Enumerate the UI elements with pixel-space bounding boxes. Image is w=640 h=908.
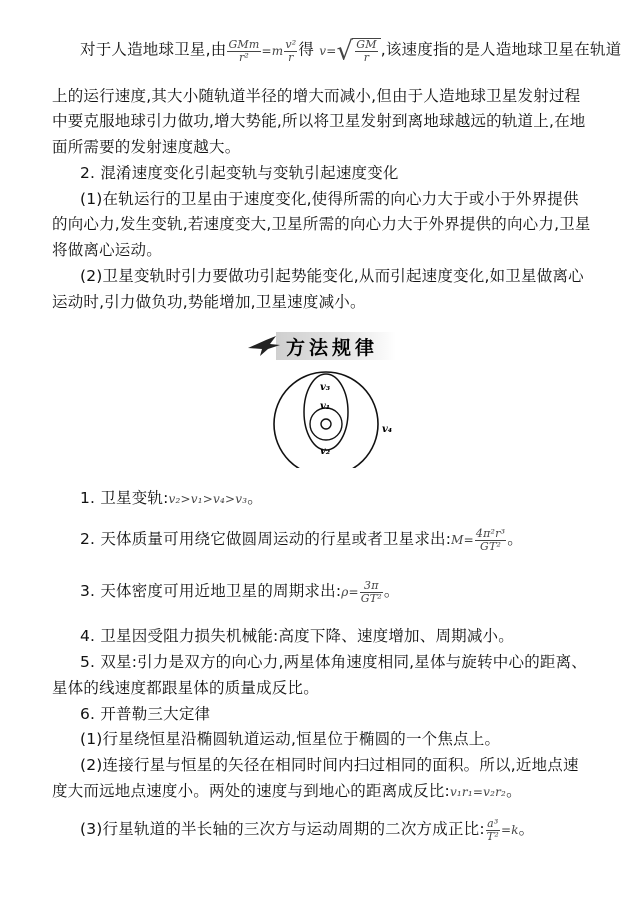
frac-denominator: GT² bbox=[360, 592, 382, 605]
text-segment: 。 bbox=[507, 530, 523, 548]
kepler-law-3 bbox=[80, 818, 534, 843]
s2-para1-line1: (1)在轨运行的卫星由于速度变化,使得所需的向心力大于或小于外界提供 bbox=[80, 190, 579, 208]
kepler-law-2-line2 bbox=[52, 780, 522, 803]
frac-denominator: r bbox=[288, 50, 294, 64]
label-v4: v₄ bbox=[382, 424, 393, 435]
formula-lhs: ρ= bbox=[341, 585, 359, 599]
method-5-line1: 5. 双星:引力是双方的向心力,两星体角速度相同,星体与旋转中心的距离、 bbox=[80, 653, 587, 671]
text-segment: 。 bbox=[518, 820, 535, 838]
text-segment: 度大而远地点速度小。两处的速度与到地心的距离成反比: bbox=[52, 782, 450, 800]
frac-numerator: v² bbox=[285, 37, 297, 51]
s2-para1-line3: 将做离心运动。 bbox=[52, 241, 162, 259]
method-3 bbox=[80, 580, 400, 605]
frac-denominator: T² bbox=[486, 830, 499, 843]
text-segment: 3. 天体密度可用近地卫星的周期求出: bbox=[80, 582, 342, 600]
section2-heading: 2. 混淆速度变化引起变轨与变轨引起速度变化 bbox=[80, 164, 399, 182]
frac-numerator: GM bbox=[356, 38, 377, 51]
text-segment: ,该速度指的是人造地球卫星在轨道 bbox=[380, 40, 622, 59]
s2-para2-line2: 运动时,引力做负功,势能增加,卫星速度减小。 bbox=[52, 293, 366, 311]
frac-denominator: r² bbox=[238, 50, 250, 64]
equals-m: =m bbox=[261, 43, 284, 58]
text-segment: 。 bbox=[383, 582, 400, 600]
para1-line3: 中要克服地球引力做功,增大势能,所以将卫星发射到离地球越远的轨道上,在地 bbox=[52, 112, 586, 130]
formula-velocity-order: v₂>v₁>v₄>v₃ bbox=[168, 492, 248, 506]
formula-lhs: M= bbox=[451, 533, 474, 547]
para1-line1 bbox=[80, 38, 621, 64]
orbit-diagram bbox=[270, 368, 400, 468]
para1-line2: 上的运行速度,其大小随轨道半径的增大而减小,但由于人造地球卫星发射过程 bbox=[52, 87, 581, 105]
frac-numerator: GMm bbox=[228, 37, 260, 51]
kepler-heading: 6. 开普勒三大定律 bbox=[80, 705, 211, 723]
formula-gravity-centripetal bbox=[226, 37, 298, 64]
inner-orbit bbox=[310, 408, 342, 440]
label-v3: v₃ bbox=[320, 382, 331, 393]
frac-numerator: 3π bbox=[360, 580, 383, 593]
text-segment: 1. 卫星变轨: bbox=[80, 489, 169, 507]
text-segment: 。 bbox=[506, 782, 522, 800]
formula-period-law bbox=[485, 817, 519, 843]
formula-mass bbox=[451, 527, 507, 553]
formula-density bbox=[341, 579, 384, 605]
frac-numerator: a³ bbox=[487, 817, 499, 830]
method-1 bbox=[80, 487, 263, 510]
v-equals: v= bbox=[319, 43, 337, 58]
frac-denominator: GT² bbox=[479, 540, 502, 553]
swallow-icon bbox=[248, 336, 280, 356]
sqrt-icon: √ bbox=[336, 36, 354, 66]
s2-para1-line2: 的向心力,发生变轨,若速度变大,卫星所需的向心力大于外界提供的向心力,卫星 bbox=[52, 215, 591, 233]
text-segment: 对于人造地球卫星,由 bbox=[80, 40, 227, 59]
text-segment: 2. 天体质量可用绕它做圆周运动的行星或者卫星求出: bbox=[80, 530, 452, 548]
s2-para2-line1: (2)卫星变轨时引力要做功引起势能变化,从而引起速度变化,如卫星做离心 bbox=[80, 267, 584, 285]
text-segment: 。 bbox=[247, 489, 263, 507]
label-v1: v₁ bbox=[320, 401, 331, 412]
method-4: 4. 卫星因受阻力损失机械能:高度下降、速度增加、周期减小。 bbox=[80, 627, 514, 645]
text-segment: 得 bbox=[298, 40, 315, 59]
para1-line4: 面所需要的发射速度越大。 bbox=[52, 138, 241, 156]
frac-numerator: 4π²r³ bbox=[475, 527, 506, 540]
text-segment: (3)行星轨道的半长轴的三次方与运动周期的二次方成正比: bbox=[80, 820, 485, 838]
earth bbox=[321, 419, 331, 429]
label-v2: v₂ bbox=[320, 446, 331, 457]
method-5-line2: 星体的线速度都跟星体的质量成反比。 bbox=[52, 679, 319, 697]
kepler-law-2-line1: (2)连接行星与恒星的矢径在相同时间内扫过相同的面积。所以,近地点速 bbox=[80, 756, 579, 774]
kepler-law-1: (1)行星绕恒星沿椭圆轨道运动,恒星位于椭圆的一个焦点上。 bbox=[80, 730, 501, 748]
frac-denominator: r bbox=[363, 51, 370, 64]
banner-title: 方法规律 bbox=[286, 337, 379, 359]
equals-k: =k bbox=[500, 823, 519, 837]
formula-area-law: v₁r₁=v₂r₂ bbox=[449, 785, 507, 799]
formula-orbital-velocity bbox=[319, 36, 380, 66]
method-2 bbox=[80, 528, 523, 553]
